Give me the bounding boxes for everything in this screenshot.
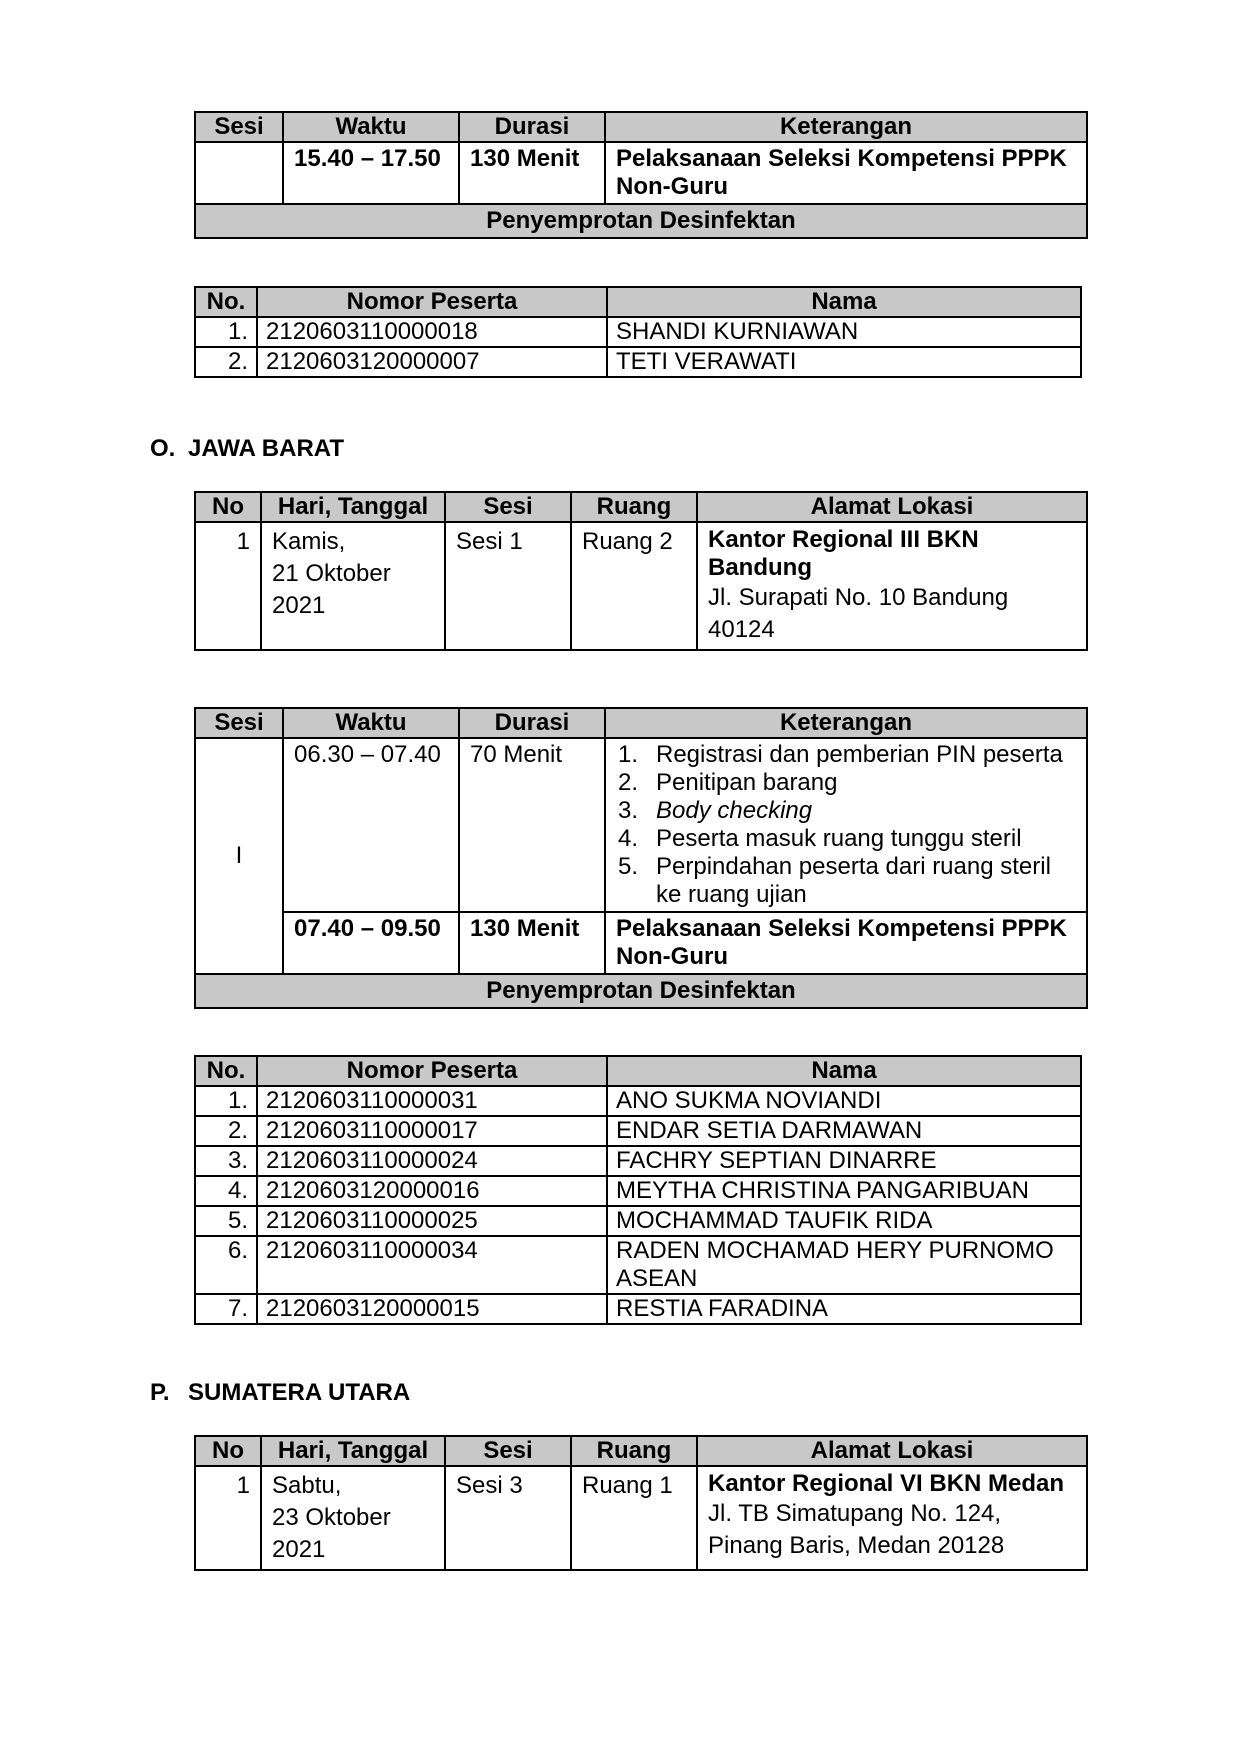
header-waktu: Waktu (283, 112, 459, 142)
header-durasi: Durasi (459, 112, 605, 142)
cell-ruang: Ruang 2 (571, 522, 697, 650)
office-address: Jl. TB Simatupang No. 124, Pinang Baris, Medan 20128 (708, 1500, 1005, 1559)
table-row (195, 1146, 1081, 1176)
office-name: Kantor Regional III BKN Bandung (708, 526, 979, 581)
cell-nomor: 2120603120000015 (257, 1294, 607, 1324)
cell-keterangan: Pelaksanaan Seleksi Kompetensi PPPK Non-Guru (605, 912, 1087, 974)
cell-nomor: 2120603120000016 (257, 1176, 607, 1206)
item-number: 5. (618, 853, 639, 880)
header-nomor-peserta: Nomor Peserta (257, 1056, 607, 1086)
cell-waktu: 15.40 – 17.50 (283, 142, 459, 204)
disinfection-note: Penyemprotan Desinfektan (195, 204, 1087, 238)
table-row (195, 1236, 1081, 1294)
cell-durasi: 130 Menit (459, 142, 605, 204)
date-text: 23 Oktober (272, 1504, 391, 1531)
list-item (618, 741, 1076, 769)
header-sesi: Sesi (195, 112, 283, 142)
year-text: 2021 (272, 1536, 326, 1563)
header-alamat-lokasi: Alamat Lokasi (697, 1436, 1087, 1466)
section-letter: P. (150, 1379, 170, 1406)
cell-nomor: 2120603110000017 (257, 1116, 607, 1146)
cell-no: 1 (195, 522, 261, 650)
cell-durasi: 130 Menit (459, 912, 605, 974)
header-nomor-peserta: Nomor Peserta (257, 287, 607, 317)
header-keterangan: Keterangan (605, 708, 1087, 738)
header-no: No (195, 1436, 261, 1466)
header-hari-tanggal: Hari, Tanggal (261, 492, 445, 522)
list-item (618, 825, 1076, 853)
table-row (195, 142, 1087, 204)
item-text: Perpindahan peserta dari ruang steril ke ruang ujian (656, 853, 1051, 908)
cell-nama: TETI VERAWATI (607, 347, 1081, 377)
list-item (618, 797, 1076, 825)
activity-list (616, 741, 1076, 909)
table-row (195, 317, 1081, 347)
cell-no: 1. (195, 317, 257, 347)
cell-nama: ENDAR SETIA DARMAWAN (607, 1116, 1081, 1146)
item-number: 2. (618, 769, 639, 796)
schedule-table (194, 707, 1088, 1009)
table-header-row (195, 492, 1087, 522)
cell-hari-tanggal (261, 1466, 445, 1570)
cell-nama: RESTIA FARADINA (607, 1294, 1081, 1324)
section-title: JAWA BARAT (188, 435, 344, 462)
cell-nomor: 2120603120000007 (257, 347, 607, 377)
cell-nomor: 2120603110000025 (257, 1206, 607, 1236)
participants-table (194, 286, 1082, 378)
cell-nomor: 2120603110000018 (257, 317, 607, 347)
schedule-table-continued (194, 111, 1088, 239)
cell-nama: MEYTHA CHRISTINA PANGARIBUAN (607, 1176, 1081, 1206)
table-row (195, 347, 1081, 377)
disinfection-note: Penyemprotan Desinfektan (195, 974, 1087, 1008)
table-header-row (195, 112, 1087, 142)
table-header-row (195, 287, 1081, 317)
item-number: 4. (618, 825, 639, 852)
table-footer-row (195, 974, 1087, 1008)
cell-waktu: 07.40 – 09.50 (283, 912, 459, 974)
cell-waktu: 06.30 – 07.40 (283, 738, 459, 912)
cell-nama: MOCHAMMAD TAUFIK RIDA (607, 1206, 1081, 1236)
header-nama: Nama (607, 287, 1081, 317)
header-sesi: Sesi (445, 1436, 571, 1466)
header-no: No. (195, 1056, 257, 1086)
cell-nomor: 2120603110000024 (257, 1146, 607, 1176)
cell-alamat (697, 522, 1087, 650)
cell-nomor: 2120603110000031 (257, 1086, 607, 1116)
table-row (195, 1086, 1081, 1116)
item-number: 3. (618, 797, 639, 824)
header-no: No. (195, 287, 257, 317)
table-row (195, 1116, 1081, 1146)
participants-table (194, 1055, 1082, 1325)
location-table (194, 491, 1088, 651)
cell-nama: ANO SUKMA NOVIANDI (607, 1086, 1081, 1116)
cell-sesi: Sesi 1 (445, 522, 571, 650)
cell-no: 1 (195, 1466, 261, 1570)
table-row (195, 522, 1087, 650)
header-ruang: Ruang (571, 492, 697, 522)
location-table (194, 1435, 1088, 1571)
table-header-row (195, 1056, 1081, 1086)
list-item (618, 853, 1076, 909)
item-text: Peserta masuk ruang tunggu steril (656, 825, 1022, 852)
cell-nama: SHANDI KURNIAWAN (607, 317, 1081, 347)
cell-sesi: I (195, 738, 283, 974)
day-text: Kamis, (272, 528, 346, 555)
header-durasi: Durasi (459, 708, 605, 738)
cell-alamat (697, 1466, 1087, 1570)
cell-no: 4. (195, 1176, 257, 1206)
item-number: 1. (618, 741, 639, 768)
table-row (195, 912, 1087, 974)
item-text: Registrasi dan pemberian PIN peserta (656, 741, 1063, 768)
year-text: 2021 (272, 592, 326, 619)
header-no: No (195, 492, 261, 522)
cell-nomor: 2120603110000034 (257, 1236, 607, 1294)
header-sesi: Sesi (445, 492, 571, 522)
date-text: 21 Oktober (272, 560, 391, 587)
cell-sesi: Sesi 3 (445, 1466, 571, 1570)
header-keterangan: Keterangan (605, 112, 1087, 142)
header-sesi: Sesi (195, 708, 283, 738)
table-row (195, 1294, 1081, 1324)
section-title: SUMATERA UTARA (188, 1379, 411, 1406)
cell-durasi: 70 Menit (459, 738, 605, 912)
day-text: Sabtu, (272, 1472, 342, 1499)
office-name: Kantor Regional VI BKN Medan (708, 1470, 1065, 1497)
header-alamat-lokasi: Alamat Lokasi (697, 492, 1087, 522)
item-text: Body checking (656, 797, 813, 824)
item-text: Penitipan barang (656, 769, 838, 796)
table-header-row (195, 708, 1087, 738)
cell-nama: FACHRY SEPTIAN DINARRE (607, 1146, 1081, 1176)
cell-no: 2. (195, 347, 257, 377)
table-row (195, 1466, 1087, 1570)
cell-no: 5. (195, 1206, 257, 1236)
table-header-row (195, 1436, 1087, 1466)
cell-no: 3. (195, 1146, 257, 1176)
section-letter: O. (150, 435, 176, 462)
cell-keterangan: Pelaksanaan Seleksi Kompetensi PPPK Non-Guru (605, 142, 1087, 204)
table-row (195, 1176, 1081, 1206)
header-hari-tanggal: Hari, Tanggal (261, 1436, 445, 1466)
cell-ruang: Ruang 1 (571, 1466, 697, 1570)
cell-sesi (195, 142, 283, 204)
cell-keterangan (605, 738, 1087, 912)
cell-no: 6. (195, 1236, 257, 1294)
table-footer-row (195, 204, 1087, 238)
cell-no: 2. (195, 1116, 257, 1146)
list-item (618, 769, 1076, 797)
table-row (195, 1206, 1081, 1236)
header-nama: Nama (607, 1056, 1081, 1086)
cell-no: 1. (195, 1086, 257, 1116)
office-address: Jl. Surapati No. 10 Bandung 40124 (708, 584, 1009, 643)
section-heading-o (150, 435, 344, 463)
header-ruang: Ruang (571, 1436, 697, 1466)
section-heading-p (150, 1379, 410, 1407)
cell-no: 7. (195, 1294, 257, 1324)
cell-nama: RADEN MOCHAMAD HERY PURNOMO ASEAN (607, 1236, 1081, 1294)
cell-hari-tanggal (261, 522, 445, 650)
table-row (195, 738, 1087, 912)
header-waktu: Waktu (283, 708, 459, 738)
